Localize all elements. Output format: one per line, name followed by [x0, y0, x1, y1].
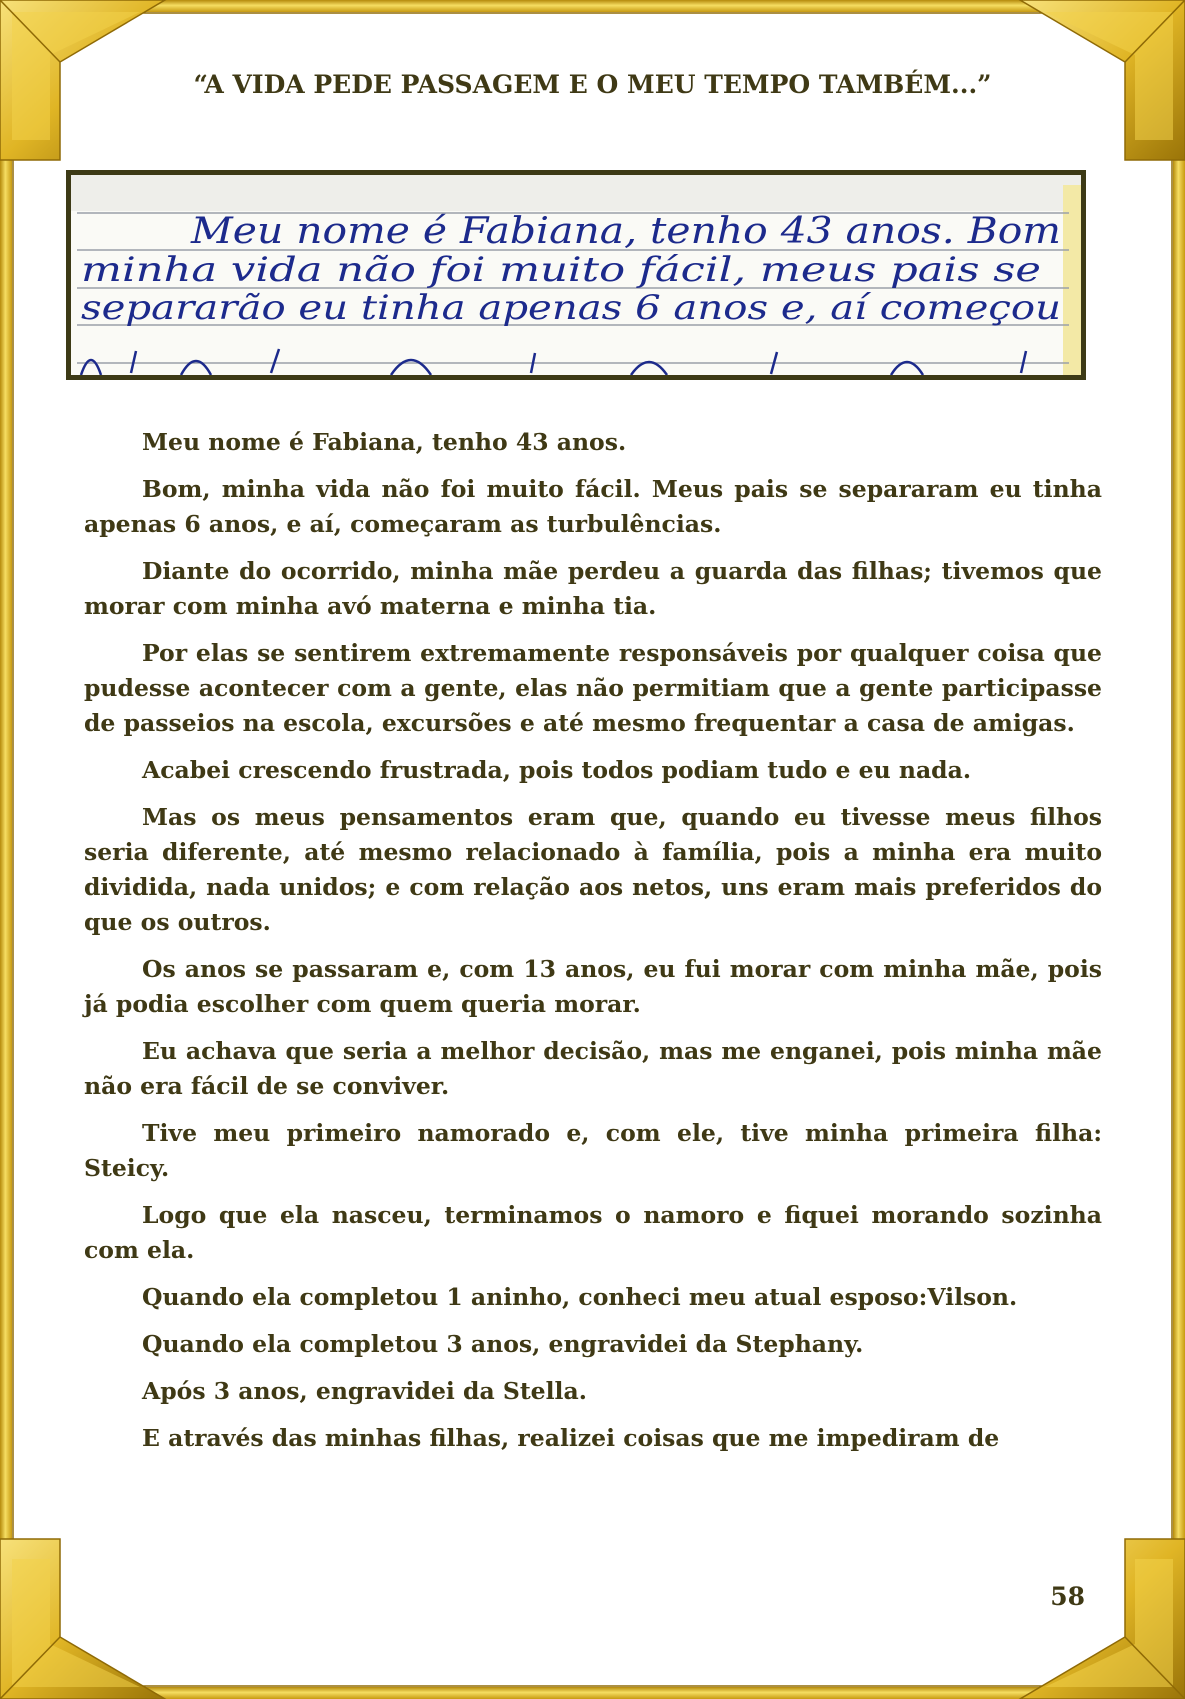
paragraph: Eu achava que seria a melhor decisão, mas me enganei, pois minha mãe não era fácil de se conviver. — [84, 1037, 1102, 1100]
paragraph: Os anos se passaram e, com 13 anos, eu fui morar com minha mãe, pois já podia escolher com quem queria morar. — [84, 955, 1102, 1018]
paragraph: Após 3 anos, engravidei da Stella. — [142, 1377, 587, 1405]
paragraph: Logo que ela nasceu, terminamos o namoro e fiquei morando sozinha com ela. — [84, 1201, 1102, 1264]
handwritten-excerpt-image — [66, 170, 1086, 380]
paragraph: Mas os meus pensamentos eram que, quando eu tivesse meus filhos seria diferente, até mesmo relacionado à família, pois a minha era muito dividida, nada unidos; e com relação aos netos, uns eram mais preferidos do que os outros. — [84, 803, 1102, 936]
page-title: “A VIDA PEDE PASSAGEM E O MEU TEMPO TAMBÉM...” — [193, 70, 992, 99]
handwritten-line-2: minha vida não foi muito fácil, meus pais se — [81, 250, 1041, 290]
paragraph: Diante do ocorrido, minha mãe perdeu a guarda das filhas; tivemos que morar com minha avó materna e minha tia. — [84, 557, 1102, 620]
paragraph: E através das minhas filhas, realizei coisas que me impediram de — [142, 1424, 1000, 1452]
paragraph: Tive meu primeiro namorado e, com ele, tive minha primeira filha: Steicy. — [84, 1119, 1102, 1182]
body-text — [84, 425, 1102, 1468]
page-number: 58 — [1050, 1582, 1085, 1611]
paragraph: Quando ela completou 1 aninho, conheci meu atual esposo:Vilson. — [142, 1283, 1018, 1311]
handwritten-line-3: separarão eu tinha apenas 6 anos e, aí começou — [81, 288, 1061, 328]
paragraph: Bom, minha vida não foi muito fácil. Meus pais se separaram eu tinha apenas 6 anos, e aí, começaram as turbulências. — [84, 475, 1102, 538]
paragraph: Por elas se sentirem extremamente responsáveis por qualquer coisa que pudesse acontecer com a gente, elas não permitiam que a gente participasse de passeios na escola, excursões e até mesmo frequentar a casa de amigas. — [84, 639, 1102, 737]
handwritten-line-1: Meu nome é Fabiana, tenho 43 anos. Bom — [189, 211, 1061, 252]
paragraph: Acabei crescendo frustrada, pois todos podiam tudo e eu nada. — [142, 756, 972, 784]
paragraph: Quando ela completou 3 anos, engravidei da Stephany. — [142, 1330, 864, 1358]
paragraph: Meu nome é Fabiana, tenho 43 anos. — [142, 428, 627, 456]
